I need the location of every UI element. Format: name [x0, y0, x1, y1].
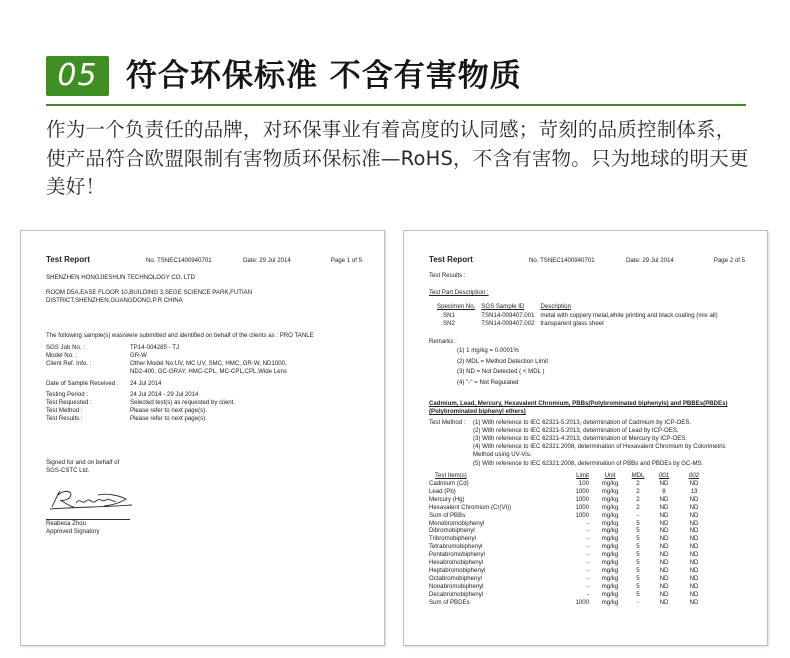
results-row [429, 480, 709, 488]
results-row [429, 575, 709, 583]
report-field-key: Test Method : [46, 407, 83, 415]
results-cell: ND [659, 582, 669, 590]
test-method-list: (1) With reference to IEC 62321-5:2013, determination of Cadmium by ICP-OES. (2) With reference to IEC 62321-5:2013, determination of Lead by ICP-OES. (3) With reference to IEC 62321-4:2013, determination of Mercury by ICP-OES. (4) With reference to IEC 62321:2008, determination of Hexavalent Chromium by Colorimetric Method using UV-Vis. (5) With reference to IEC 62321:2008, determination of PBBs and PBDEs by GC-MS. [473, 418, 726, 467]
results-cell: - [636, 598, 640, 606]
results-cell: 8 [662, 487, 666, 495]
intro-paragraph: 作为一个负责任的品牌，对环保事业有着高度的认同感；苛刻的品质控制体系，使产品符合欧盟限制有害物质环保标准—RoHS，不含有害物。只为地球的明天更美好！ [46, 118, 749, 198]
results-cell: mg/kg [601, 582, 619, 590]
test-part-description-label: Test Part Description : [429, 289, 489, 297]
report-field-key: Test Requested : [46, 399, 92, 407]
results-cell: 5 [636, 519, 640, 527]
results-row [429, 504, 709, 512]
results-cell: ND [689, 535, 699, 543]
signing-company: SGS-CSTC Ltd. [46, 467, 90, 475]
report-field-value: Selected test(s) as requested by client. [130, 399, 236, 407]
report-page-number: Page 2 of 5 [713, 257, 745, 264]
results-cell: ND [689, 598, 699, 606]
remarks-list [429, 346, 745, 388]
results-cell: mg/kg [601, 527, 619, 535]
results-row [429, 567, 709, 575]
results-cell: - [586, 567, 589, 575]
results-cell: Sum of PBBs [429, 511, 466, 519]
spec-header-id: SGS Sample ID [481, 303, 525, 311]
signed-on-behalf-text: Signed for and on behalf of [46, 459, 120, 466]
results-cell: Tribromobiphenyl [429, 535, 476, 543]
report-field-value: Other Model No:UV, MC UV, SMC, HMC, GR-W, ND1000, [130, 360, 287, 368]
results-cell: - [586, 551, 589, 559]
results-cell: ND [689, 519, 699, 527]
results-cell: mg/kg [601, 598, 619, 606]
results-row [429, 583, 709, 591]
results-cell: ND [689, 527, 699, 535]
remark-item: (2) MDL = Method Detection Limit [457, 357, 549, 365]
report-field-row [46, 399, 362, 407]
results-cell: 5 [636, 543, 640, 551]
results-row [429, 527, 709, 535]
results-cell: ND [659, 503, 669, 511]
remark-item: (1) 1 mg/kg = 0.0001% [457, 347, 519, 355]
results-cell: ND [659, 590, 669, 598]
remark-item: (3) ND = Not Detected ( < MDL ) [457, 368, 545, 376]
results-cell: 5 [636, 590, 640, 598]
report-header [429, 256, 745, 270]
report-field-value: Please refer to next page(s). [130, 407, 207, 415]
results-cell: ND [659, 567, 669, 575]
results-cell: Nonabromobiphenyl [429, 582, 484, 590]
results-row [429, 512, 709, 520]
results-cell: ND [659, 519, 669, 527]
results-cell: ND [659, 495, 669, 503]
results-cell: 1000 [575, 503, 589, 511]
results-cell: 1000 [575, 487, 589, 495]
results-cell: - [586, 590, 589, 598]
report-field-value: ND2-400, GC-GRAY, HMC-CPL, MC-CPL,CPL,Wide Lens [130, 368, 287, 376]
results-cell: Lead (Pb) [429, 487, 456, 495]
results-cell: - [586, 559, 589, 567]
results-cell: mg/kg [601, 495, 619, 503]
report-number: No. TSNEC1400940701 [529, 257, 595, 264]
results-cell: ND [659, 527, 669, 535]
report-field-row [46, 407, 362, 415]
results-cell: - [586, 535, 589, 543]
report-field-key [46, 368, 130, 376]
results-cell: Pentabromobiphenyl [429, 551, 485, 559]
report-field-key: SGS Job No. : [46, 343, 85, 351]
spec-header-no: Specimen No. [437, 303, 476, 311]
remarks-label: Remarks : [429, 338, 457, 346]
report-title: Test Report [429, 255, 473, 264]
report-field-value: TP14-004285 - TJ [130, 343, 180, 351]
report-field-value: 24 Jul 2014 [130, 379, 162, 387]
results-cell: ND [659, 598, 669, 606]
results-row [429, 559, 709, 567]
results-cell: Sum of PBDEs [429, 598, 470, 606]
results-cell: mg/kg [601, 511, 619, 519]
results-cell: 2 [636, 487, 640, 495]
results-cell: - [586, 519, 589, 527]
results-cell: 2 [636, 480, 640, 488]
results-cell: ND [659, 543, 669, 551]
results-cell: 2 [636, 495, 640, 503]
results-cell: ND [689, 590, 699, 598]
results-cell: Mercury (Hg) [429, 495, 465, 503]
spec-header-desc: Description [540, 303, 571, 311]
report-number: No. TSNEC1400940701 [146, 257, 212, 264]
report-date: Date: 29 Jul 2014 [243, 257, 291, 264]
results-cell: mg/kg [601, 535, 619, 543]
test-report-page-2 [403, 230, 768, 646]
report-fields [46, 344, 362, 424]
report-field-row [46, 344, 362, 352]
results-cell: ND [659, 480, 669, 488]
results-cell: ND [689, 480, 699, 488]
report-field-row [46, 360, 362, 368]
results-cell: ND [689, 582, 699, 590]
report-field-row [46, 380, 362, 388]
results-cell: mg/kg [601, 590, 619, 598]
results-cell: - [586, 582, 589, 590]
results-row [429, 535, 709, 543]
report-field-key: Client Ref. Info. : [46, 360, 92, 368]
results-cell: 5 [636, 527, 640, 535]
results-row [429, 591, 709, 599]
results-cell: ND [659, 551, 669, 559]
report-field-row [46, 415, 362, 423]
report-field-value: Please refer to next page(s). [130, 415, 207, 423]
results-cell: ND [689, 543, 699, 551]
submission-statement: The following sample(s) was/were submitted and identified on behalf of the clients as : PRO TANLE [46, 331, 314, 339]
results-cell: 100 [578, 480, 589, 488]
results-cell: 1000 [575, 495, 589, 503]
test-method [429, 419, 745, 468]
results-cell: mg/kg [601, 543, 619, 551]
results-cell: mg/kg [601, 574, 619, 582]
results-row [429, 543, 709, 551]
results-cell: 5 [636, 567, 640, 575]
test-report-page-1 [20, 230, 385, 646]
report-field-row [46, 368, 362, 376]
company-address-line-1: ROOM D5A,EASE FLOOR 10,BUILDING 3,SEGE SCIENCE PARK,FUTIAN [46, 289, 253, 297]
results-cell: mg/kg [601, 503, 619, 511]
report-header [46, 256, 362, 270]
section-title-line-2: (Polybrominated biphenyl ethers) [429, 408, 526, 416]
section-title-line-1: Cadmium, Lead, Mercury, Hexavalent Chromium, PBBs(Polybrominated biphenyls) and PBBEs(PBDEs) [429, 400, 728, 408]
signer-title: Approved Signatory [46, 527, 100, 535]
section-number-badge: 05 [46, 56, 109, 96]
results-cell: mg/kg [601, 519, 619, 527]
results-cell: Dibromobiphenyl [429, 527, 475, 535]
results-cell: ND [689, 574, 699, 582]
report-field-key: Testing Period : [46, 390, 89, 398]
results-cell: ND [659, 535, 669, 543]
results-cell: mg/kg [601, 480, 619, 488]
results-cell: mg/kg [601, 559, 619, 567]
results-row [429, 488, 709, 496]
remark-item: (4) "-" = Not Regulated [457, 378, 519, 386]
report-field-row [46, 352, 362, 360]
specimen-row: SN1 TSN14-009407.001 metal with coppery metal,white printing and black coating (mix all) [443, 311, 718, 319]
results-cell: ND [659, 559, 669, 567]
test-results-label: Test Results : [429, 272, 466, 279]
results-cell: 2 [636, 503, 640, 511]
results-cell: 1000 [575, 511, 589, 519]
results-cell: ND [689, 559, 699, 567]
header-divider [46, 104, 746, 106]
results-cell: ND [659, 511, 669, 519]
results-row [429, 599, 709, 607]
results-cell: mg/kg [601, 567, 619, 575]
report-field-row [46, 391, 362, 399]
results-cell: 1000 [575, 598, 589, 606]
results-cell: Hexavalent Chromium (Cr(VI)) [429, 503, 512, 511]
results-cell: Hexabromobiphenyl [429, 559, 484, 567]
results-cell: 5 [636, 551, 640, 559]
results-cell: 13 [690, 487, 698, 495]
results-cell: - [586, 543, 589, 551]
results-cell: mg/kg [601, 487, 619, 495]
results-cell: ND [689, 503, 699, 511]
results-row [429, 520, 709, 528]
company-address-line-2: DISTRICT,SHENZHEN,GUANGDONG,P.R CHINA [46, 297, 183, 305]
specimen-row: SN2 TSN14-009407.002 transparent glass sheet [443, 319, 604, 327]
results-cell: ND [689, 495, 699, 503]
test-method-label: Test Method : [429, 418, 466, 426]
results-cell: Heptabromobiphenyl [429, 567, 486, 575]
report-page-number: Page 1 of 5 [330, 257, 362, 264]
signer-name: Reabeca Zhou [46, 519, 86, 527]
results-cell: 5 [636, 574, 640, 582]
results-cell: Decabromobiphenyl [429, 590, 484, 598]
company-name: SHENZHEN HONGJIESHUN TECHNOLOGY CO. LTD [46, 274, 195, 281]
specimen-table [437, 303, 724, 328]
results-cell: - [586, 574, 589, 582]
results-cell: Octabromobiphenyl [429, 574, 482, 582]
report-field-key: Model No. : [46, 352, 78, 360]
results-cell: 5 [636, 535, 640, 543]
handwritten-signature [46, 485, 136, 513]
section-header [46, 46, 746, 106]
results-cell: Tetrabromobiphenyl [429, 543, 483, 551]
report-title: Test Report [46, 255, 90, 264]
signature-block [46, 459, 246, 536]
section-title: 符合环保标准 不含有害物质 [126, 58, 522, 94]
results-cell: 5 [636, 559, 640, 567]
results-cell: Monobromobiphenyl [429, 519, 485, 527]
report-field-value: GR-W [130, 352, 147, 360]
results-cell: Cadmium (Cd) [429, 480, 469, 488]
report-field-value: 24 Jul 2014 - 29 Jul 2014 [130, 390, 199, 398]
results-table: Test Item(s) Limit Unit MDL 001 002 Cadmium (Cd) 100 mg/kg 2 ND ND Lead (Pb) 1000 mg/kg 2 8 13 Mercury (Hg) 1000 mg/kg 2 ND ND Hexavalent Chromium (Cr(VI)) 1000 mg/kg 2 ND ND Sum of PBBs 1000 mg/kg - ND ND Monobromobiphenyl - mg/kg 5 ND ND Dibromobiphenyl - mg/kg 5 ND ND Tribromobiphenyl - mg/kg 5 ND ND Tetrabromobiphenyl - mg/kg 5 ND ND Pentabromobiphenyl - mg/kg 5 ND ND Hexabromobiphenyl - mg/kg 5 ND ND Heptabromobiphenyl - mg/kg 5 ND ND Octabromobiphenyl - mg/kg 5 ND ND Nonabromobiphenyl - mg/kg 5 ND ND Decabromobiphenyl - mg/kg 5 ND ND Sum of PBDEs 1000 mg/kg - ND ND [429, 472, 709, 607]
report-field-key: Test Results : [46, 415, 83, 423]
results-cell: ND [659, 574, 669, 582]
results-cell: - [636, 511, 640, 519]
results-cell: - [586, 527, 589, 535]
results-cell: 5 [636, 582, 640, 590]
results-cell: ND [689, 511, 699, 519]
results-row [429, 551, 709, 559]
results-cell: ND [689, 551, 699, 559]
results-cell: mg/kg [601, 551, 619, 559]
results-cell: ND [689, 567, 699, 575]
report-field-key: Date of Sample Received : [46, 379, 119, 387]
results-row [429, 496, 709, 504]
report-date: Date: 29 Jul 2014 [626, 257, 674, 264]
